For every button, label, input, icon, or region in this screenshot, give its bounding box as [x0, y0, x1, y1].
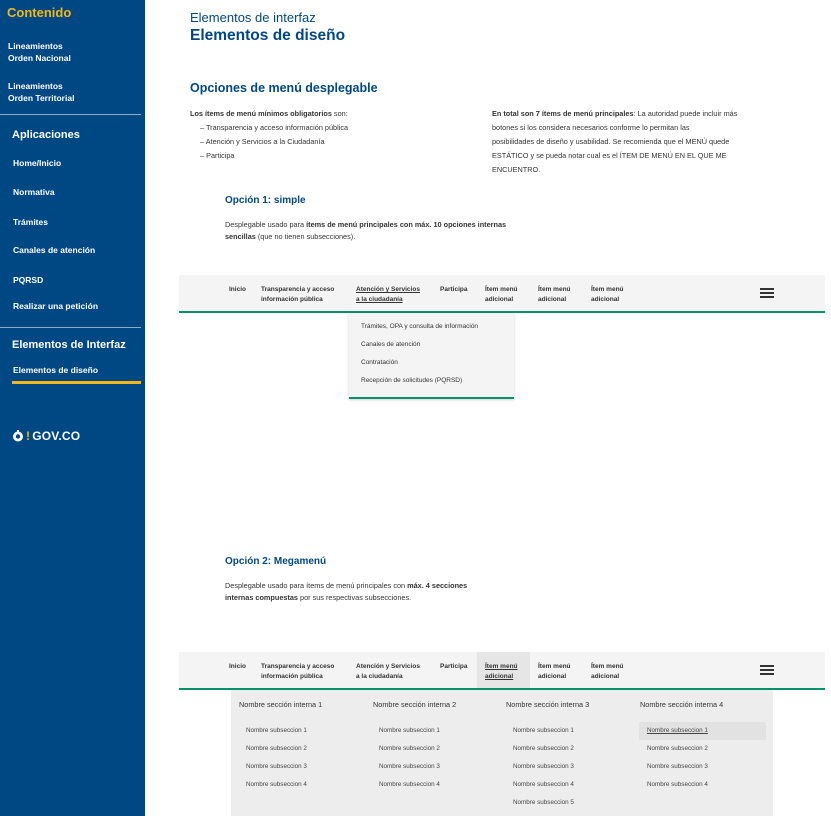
mega-subsection[interactable]: Nombre subseccion 3: [379, 763, 440, 770]
nav-label: Participa: [440, 663, 468, 670]
desc-text: Desplegable usado para ítems de menú principales con: [225, 581, 408, 590]
mega-section-title[interactable]: Nombre sección interna 4: [640, 700, 724, 709]
megamenu-panel: [231, 690, 773, 816]
nav-label: Inicio: [229, 663, 246, 670]
required-intro-rest: son:: [331, 109, 348, 118]
sidebar-divider: [0, 327, 141, 328]
required-intro: [190, 107, 470, 121]
mega-section-title[interactable]: Nombre sección interna 1: [239, 700, 323, 709]
nav-label: Ítem menú: [485, 286, 518, 293]
sidebar-item-elementos-diseno[interactable]: Elementos de diseño: [13, 365, 99, 375]
nav-item-transparencia[interactable]: [261, 285, 334, 305]
mega-subsection[interactable]: Nombre subseccion 2: [379, 745, 440, 752]
nav-item-adicional-active[interactable]: [485, 662, 518, 682]
nav-label: adicional: [485, 673, 514, 680]
nav-item-transparencia[interactable]: [261, 662, 334, 682]
required-list: [200, 121, 470, 163]
list-item: – Atención y Servicios a la Ciudadanía: [200, 135, 470, 149]
dropdown-item[interactable]: Recepción de solicitudes (PQRSD): [361, 377, 463, 384]
nav-label: Ítem menú: [591, 663, 624, 670]
sidebar-link-line: Orden Territorial: [8, 93, 75, 103]
mega-subsection[interactable]: Nombre subseccion 4: [647, 781, 708, 788]
nav-item-adicional[interactable]: [485, 285, 518, 305]
sidebar-item-pqrsd[interactable]: PQRSD: [13, 275, 44, 285]
mega-subsection[interactable]: Nombre subseccion 2: [246, 745, 307, 752]
nav-item-inicio[interactable]: [229, 662, 246, 672]
note-line: posibilidades de diseño y usabilidad. Se recomienda que el MENÚ quede: [492, 137, 730, 146]
nav-label: Atención y Servicios: [356, 663, 420, 670]
sidebar-link-line: Orden Nacional: [8, 53, 71, 63]
navbar-simple: [179, 275, 825, 313]
nav-label: Ítem menú: [538, 286, 571, 293]
desc-line: [225, 231, 555, 243]
navbar-megamenu: [179, 652, 825, 690]
list-item: – Transparencia y acceso información pública: [200, 121, 470, 135]
mega-section-title[interactable]: Nombre sección interna 3: [506, 700, 590, 709]
desc-bold: máx. 4 secciones: [407, 581, 468, 590]
sidebar: [0, 0, 145, 816]
sidebar-item-home[interactable]: Home/Inicio: [13, 158, 62, 168]
section-title: Opciones de menú desplegable: [190, 81, 378, 95]
mega-section-title[interactable]: Nombre sección interna 2: [373, 700, 457, 709]
dropdown-item[interactable]: Contratación: [361, 359, 398, 366]
note-bold: En total son 7 ítems de menú principales: [492, 109, 634, 118]
sidebar-item-normativa[interactable]: Normativa: [13, 187, 55, 197]
sidebar-heading: Contenido: [7, 5, 72, 20]
desc-text: (que no tienen subsecciones).: [255, 232, 356, 241]
nav-label: Transparencia y acceso: [261, 663, 335, 670]
mega-subsection[interactable]: Nombre subseccion 3: [513, 763, 574, 770]
required-items-block: [190, 107, 470, 163]
mega-subsection[interactable]: Nombre subseccion 4: [379, 781, 440, 788]
hamburger-icon[interactable]: [760, 288, 774, 298]
nav-label: Inicio: [229, 286, 246, 293]
mega-subsection[interactable]: Nombre subseccion 4: [513, 781, 574, 788]
colombia-shield-icon: [12, 430, 24, 443]
list-item: – Participa: [200, 149, 470, 163]
nav-item-participa[interactable]: [440, 662, 467, 672]
nav-label: adicional: [538, 296, 567, 303]
mega-subsection[interactable]: Nombre subseccion 3: [647, 763, 708, 770]
dropdown-menu: [349, 313, 514, 399]
sidebar-item-tramites[interactable]: Trámites: [13, 217, 48, 227]
logo-text: GOV.CO: [32, 429, 81, 443]
option2-title: Opción 2: Megamenú: [225, 556, 327, 567]
nav-item-atencion[interactable]: [356, 285, 420, 305]
sidebar-link-line: Lineamientos: [8, 41, 63, 51]
nav-label: información pública: [261, 673, 323, 680]
page-subtitle: Elementos de interfaz: [190, 10, 316, 25]
nav-label: Ítem menú: [591, 286, 624, 293]
page-title: Elementos de diseño: [190, 27, 346, 44]
desc-bold: ítems de menú principales con máx. 10 opciones internas: [306, 220, 507, 229]
nav-item-participa[interactable]: [440, 285, 467, 295]
mega-subsection[interactable]: Nombre subseccion 1: [379, 727, 440, 734]
desc-text: Desplegable usado para: [225, 220, 307, 229]
note-line: ENCUENTRO.: [492, 165, 541, 174]
mega-subsection[interactable]: Nombre subseccion 4: [246, 781, 307, 788]
nav-item-adicional[interactable]: [538, 285, 571, 305]
sidebar-link-orden-nacional[interactable]: [8, 40, 71, 64]
nav-label: Participa: [440, 286, 468, 293]
desc-bold: sencillas: [225, 232, 256, 241]
required-intro-bold: Los ítems de menú mínimos obligatorios: [190, 109, 332, 118]
nav-label: Transparencia y acceso: [261, 286, 335, 293]
nav-label: a la ciudadanía: [356, 673, 403, 680]
active-indicator: [12, 381, 141, 384]
nav-label: adicional: [591, 296, 620, 303]
sidebar-divider: [0, 114, 141, 115]
option2-description: [225, 580, 555, 604]
nav-label: Ítem menú: [485, 663, 518, 670]
option1-description: [225, 219, 555, 243]
note-text: : La autoridad puede incluir más: [633, 109, 738, 118]
nav-label: Atención y Servicios: [356, 286, 420, 293]
note-line: [492, 107, 792, 121]
mega-subsection[interactable]: Nombre subseccion 1: [513, 727, 574, 734]
nav-label: adicional: [485, 296, 514, 303]
mega-subsection[interactable]: Nombre subseccion 2: [647, 745, 708, 752]
note-line: ESTÁTICO y se pueda notar cual es el ÍTEM DE MENÚ EN EL QUE ME: [492, 151, 727, 160]
desc-bold: internas compuestas: [225, 593, 298, 602]
nav-item-atencion[interactable]: [356, 662, 420, 682]
dropdown-item[interactable]: Trámites, OPA y consulta de información: [361, 323, 479, 330]
desc-line: [225, 592, 555, 604]
mega-subsection[interactable]: Nombre subseccion 3: [246, 763, 307, 770]
sidebar-link-orden-territorial[interactable]: [8, 80, 74, 104]
nav-label: adicional: [591, 673, 620, 680]
note-line: botones si los considera necesarios conforme lo permitan las: [492, 123, 690, 132]
nav-item-adicional[interactable]: [538, 662, 571, 682]
mega-subsection[interactable]: Nombre subseccion 1: [246, 727, 307, 734]
sidebar-item-canales[interactable]: Canales de atención: [13, 245, 96, 255]
desc-line: [225, 219, 555, 231]
sidebar-section-elementos-interfaz[interactable]: Elementos de Interfaz: [12, 339, 126, 351]
mega-subsection-active[interactable]: Nombre subseccion 1: [647, 727, 708, 734]
dropdown-item[interactable]: Canales de atención: [361, 341, 421, 348]
nav-item-adicional[interactable]: [591, 285, 624, 305]
nav-label: adicional: [538, 673, 567, 680]
govco-logo[interactable]: [12, 429, 80, 443]
mega-subsection[interactable]: Nombre subseccion 5: [513, 799, 574, 806]
sidebar-section-aplicaciones[interactable]: Aplicaciones: [12, 129, 80, 141]
sidebar-link-line: Lineamientos: [8, 81, 63, 91]
option1-title: Opción 1: simple: [225, 195, 306, 206]
nav-item-inicio[interactable]: [229, 285, 246, 295]
nav-label: Ítem menú: [538, 663, 571, 670]
sidebar-item-peticion[interactable]: Realizar una petición: [13, 301, 99, 311]
nav-item-adicional[interactable]: [591, 662, 624, 682]
desc-line: [225, 580, 555, 592]
total-items-note: [492, 107, 792, 177]
logo-separator: !: [26, 429, 31, 443]
desc-text: por sus respectivas subsecciones.: [298, 593, 412, 602]
mega-subsection[interactable]: Nombre subseccion 2: [513, 745, 574, 752]
nav-label: a la ciudadanía: [356, 296, 403, 303]
nav-label: información pública: [261, 296, 323, 303]
hamburger-icon[interactable]: [760, 665, 774, 675]
